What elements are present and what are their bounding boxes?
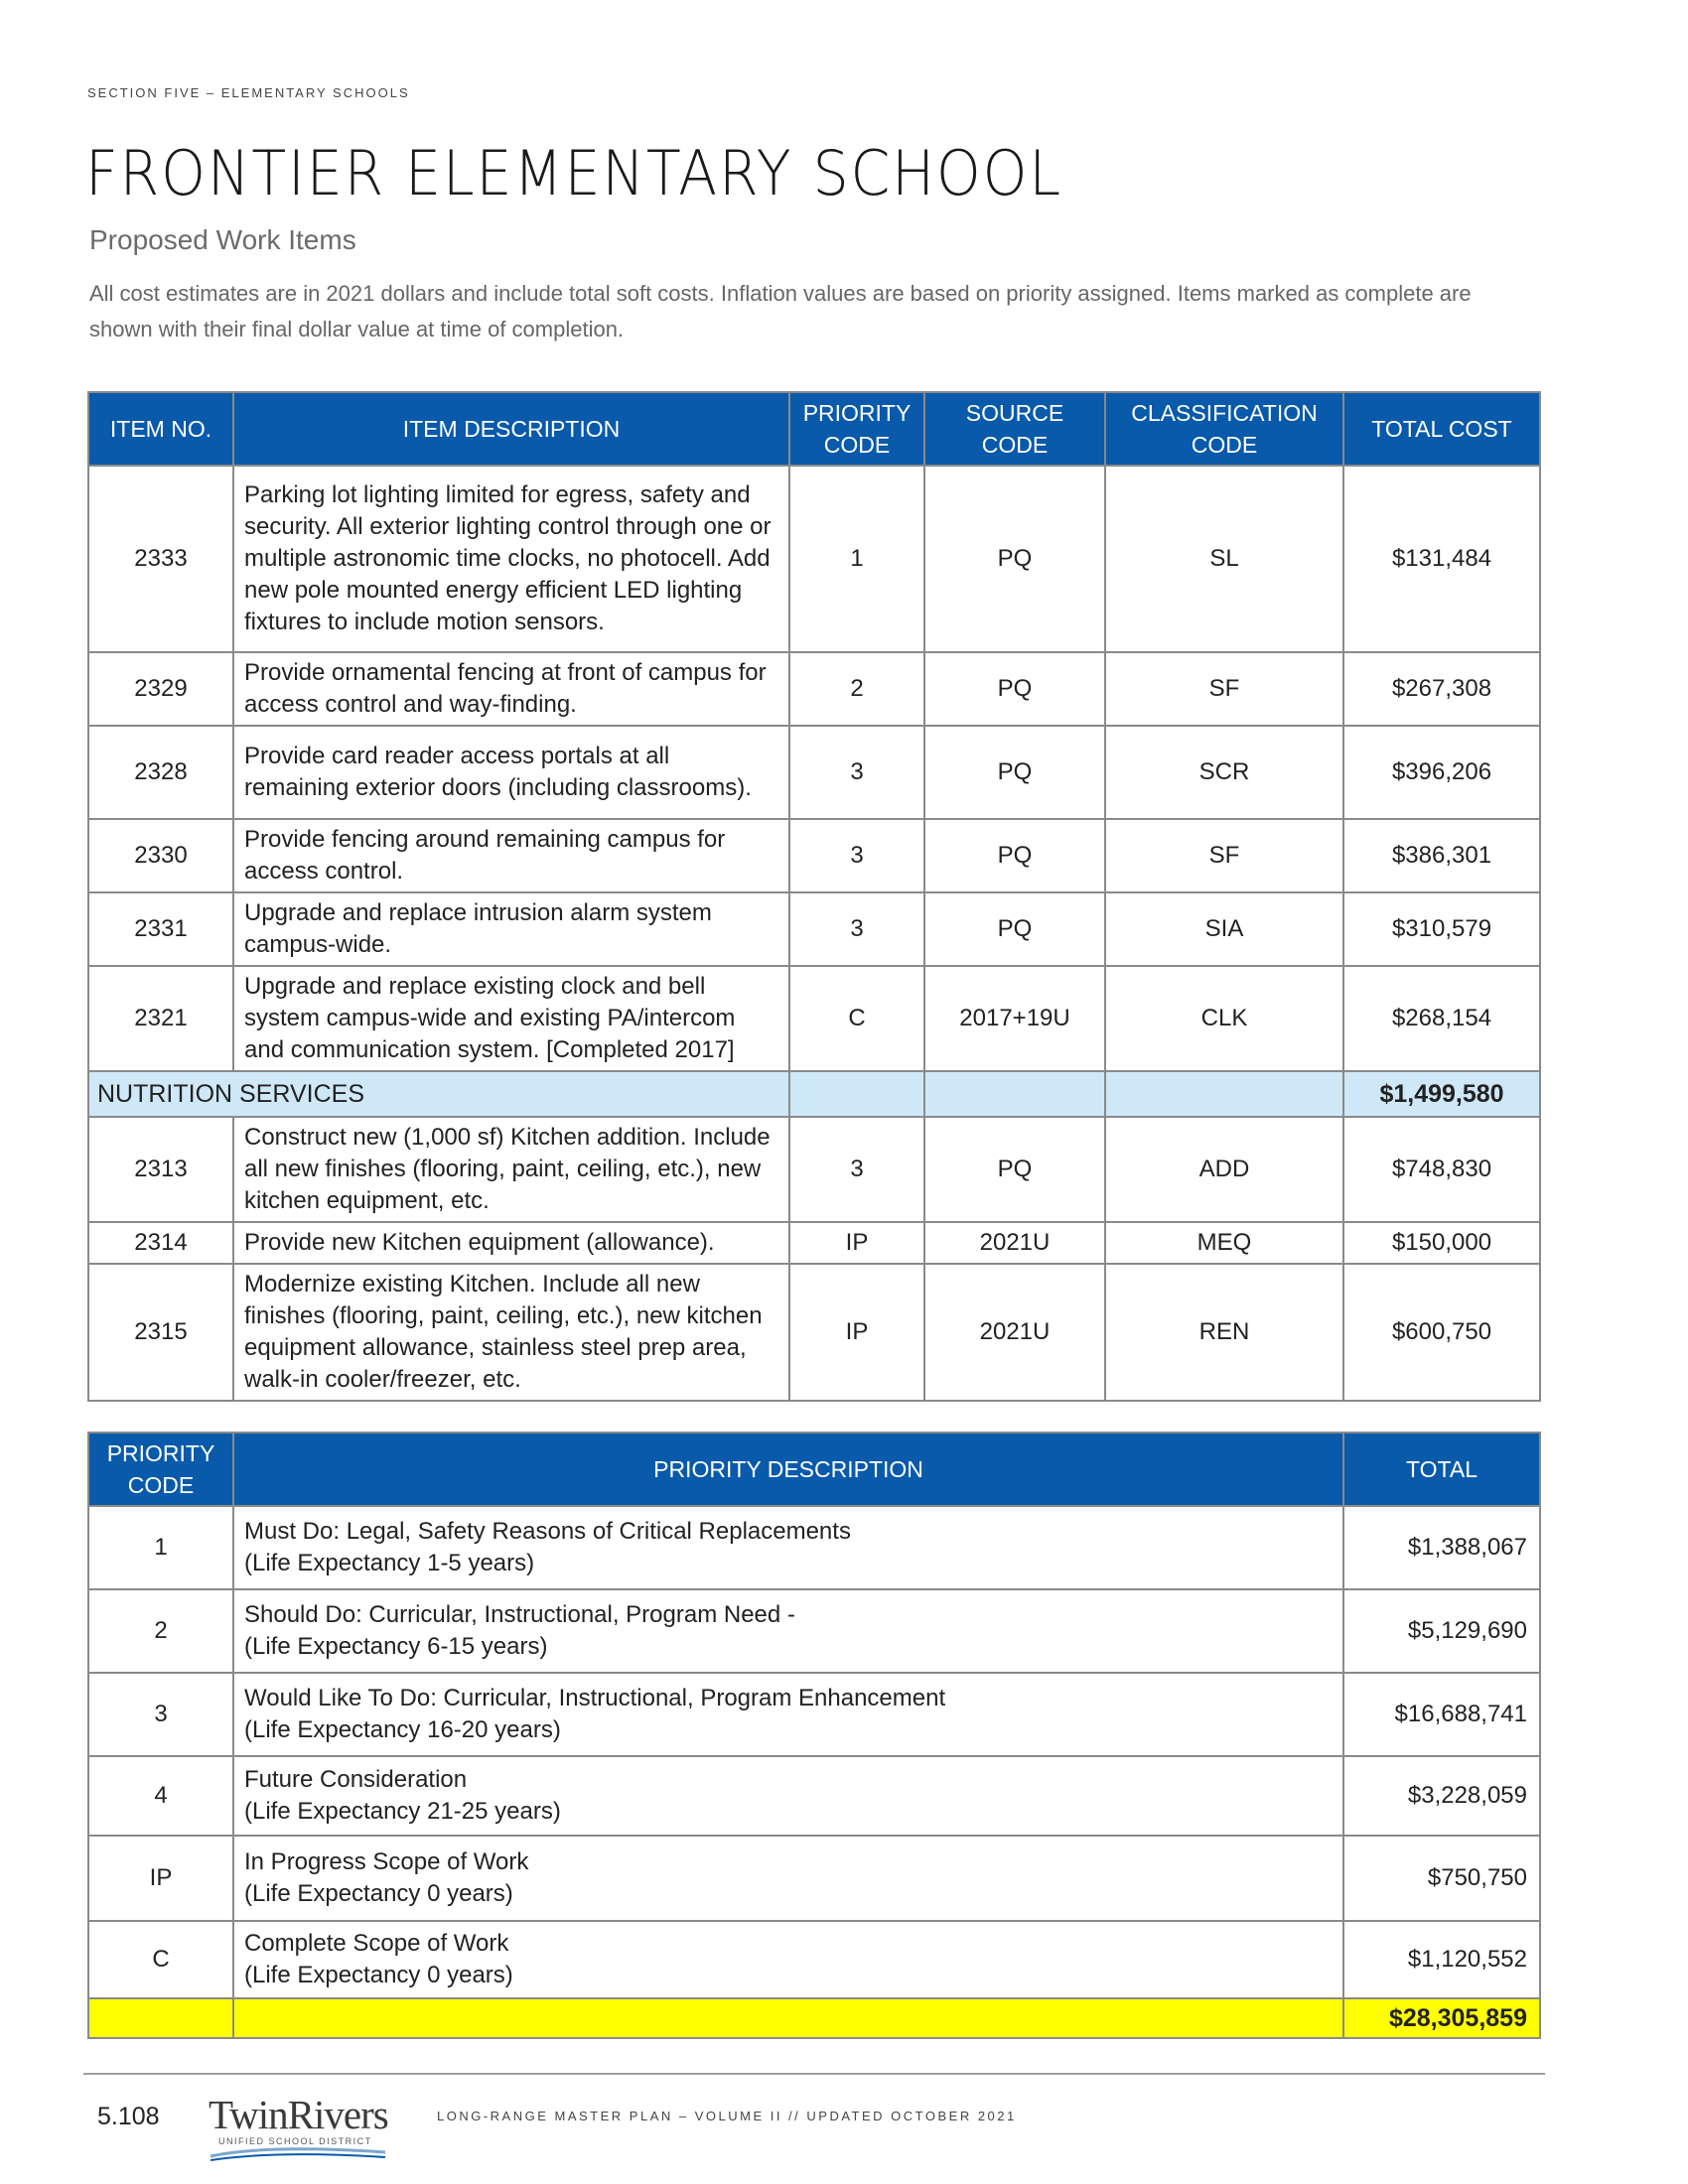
work-items-table: [87, 391, 1541, 1402]
item-number: 2333: [88, 466, 233, 652]
logo-subtitle: UNIFIED SCHOOL DISTRICT: [218, 2136, 372, 2146]
section-empty-cell: [1105, 1071, 1343, 1117]
item-description: Provide card reader access portals at all remaining exterior doors (including classrooms).: [233, 726, 789, 819]
priority-total: $1,120,552: [1343, 1921, 1540, 1998]
section-empty-cell: [924, 1071, 1105, 1117]
table-row: [88, 1673, 1540, 1756]
priority-summary-table: [87, 1432, 1541, 2039]
item-description: Provide fencing around remaining campus for access control.: [233, 819, 789, 892]
table-row: [88, 726, 1540, 819]
table-row: [88, 1756, 1540, 1836]
classification-code: SCR: [1105, 726, 1343, 819]
table-row: [88, 819, 1540, 892]
priority-code: C: [88, 1921, 233, 1998]
item-number: 2328: [88, 726, 233, 819]
item-number: 2329: [88, 652, 233, 726]
table-row: [88, 1589, 1540, 1673]
source-code: 2021U: [924, 1264, 1105, 1401]
item-description: Upgrade and replace intrusion alarm system campus-wide.: [233, 892, 789, 966]
priority-description: [233, 1836, 1343, 1921]
priority-total: $750,750: [1343, 1836, 1540, 1921]
total-cost: $310,579: [1343, 892, 1540, 966]
priority-total: $16,688,741: [1343, 1673, 1540, 1756]
priority-total: $3,228,059: [1343, 1756, 1540, 1836]
source-code: PQ: [924, 819, 1105, 892]
header-priority-description: PRIORITY DESCRIPTION: [233, 1433, 1343, 1506]
table-row: [88, 652, 1540, 726]
priority-title: Future Consideration: [244, 1766, 468, 1793]
source-code: PQ: [924, 1117, 1105, 1222]
priority-code: 3: [88, 1673, 233, 1756]
footer-divider: [83, 2073, 1545, 2075]
table-row: [88, 1506, 1540, 1589]
priority-title: Must Do: Legal, Safety Reasons of Critical Replacements: [244, 1518, 851, 1545]
item-description: Provide ornamental fencing at front of campus for access control and way-finding.: [233, 652, 789, 726]
classification-code: CLK: [1105, 966, 1343, 1071]
total-cost: $268,154: [1343, 966, 1540, 1071]
page-number: 5.108: [97, 2103, 160, 2130]
priority-code: 3: [789, 1117, 924, 1222]
grand-total-row: [88, 1998, 1540, 2038]
item-number: 2313: [88, 1117, 233, 1222]
table-row: [88, 466, 1540, 652]
classification-code: REN: [1105, 1264, 1343, 1401]
header-item-description: ITEM DESCRIPTION: [233, 392, 789, 466]
priority-code: 1: [88, 1506, 233, 1589]
priority-code: IP: [789, 1264, 924, 1401]
grand-total-empty: [88, 1998, 233, 2038]
priority-title: Complete Scope of Work: [244, 1930, 509, 1957]
item-number: 2321: [88, 966, 233, 1071]
priority-code: 3: [789, 892, 924, 966]
section-label-cell: NUTRITION SERVICES: [88, 1071, 789, 1117]
priority-total: $1,388,067: [1343, 1506, 1540, 1589]
priority-title: In Progress Scope of Work: [244, 1848, 529, 1875]
item-description: Upgrade and replace existing clock and bell system campus-wide and existing PA/intercom and communication system. [Completed 2017]: [233, 966, 789, 1071]
section-empty-cell: [789, 1071, 924, 1117]
item-description: Modernize existing Kitchen. Include all new finishes (flooring, paint, ceiling, etc.), new kitchen equipment allowance, stainless steel prep area, walk-in cooler/freezer, etc.: [233, 1264, 789, 1401]
table-row: [88, 966, 1540, 1071]
priority-code: 4: [88, 1756, 233, 1836]
section-label: SECTION FIVE – ELEMENTARY SCHOOLS: [87, 85, 410, 100]
table-row: [88, 1264, 1540, 1401]
priority-description: [233, 1673, 1343, 1756]
item-number: 2314: [88, 1222, 233, 1264]
classification-code: MEQ: [1105, 1222, 1343, 1264]
source-code: 2021U: [924, 1222, 1105, 1264]
priority-code: 1: [789, 466, 924, 652]
life-expectancy: (Life Expectancy 1-5 years): [244, 1550, 535, 1576]
page-subtitle: Proposed Work Items: [89, 224, 356, 255]
priority-code: IP: [88, 1836, 233, 1921]
classification-code: SIA: [1105, 892, 1343, 966]
source-code: PQ: [924, 652, 1105, 726]
logo-wave-icon: [209, 2144, 387, 2162]
classification-code: SF: [1105, 819, 1343, 892]
priority-code: 2: [88, 1589, 233, 1673]
total-cost: $748,830: [1343, 1117, 1540, 1222]
district-logo: [209, 2091, 397, 2160]
total-cost: $600,750: [1343, 1264, 1540, 1401]
item-number: 2315: [88, 1264, 233, 1401]
priority-description: [233, 1506, 1343, 1589]
priority-title: Should Do: Curricular, Instructional, Program Need -: [244, 1601, 795, 1628]
source-code: PQ: [924, 466, 1105, 652]
header-item-no: ITEM NO.: [88, 392, 233, 466]
priority-description: [233, 1589, 1343, 1673]
section-total: $1,499,580: [1343, 1071, 1540, 1117]
life-expectancy: (Life Expectancy 16-20 years): [244, 1716, 561, 1743]
header-classification-code: CLASSIFICATION CODE: [1105, 392, 1343, 466]
priority-total: $5,129,690: [1343, 1589, 1540, 1673]
table-row: [88, 892, 1540, 966]
section-row-nutrition-services: [88, 1071, 1540, 1117]
total-cost: $150,000: [1343, 1222, 1540, 1264]
table-row: [88, 1836, 1540, 1921]
source-code: PQ: [924, 726, 1105, 819]
table-row: [88, 1222, 1540, 1264]
source-code: PQ: [924, 892, 1105, 966]
priority-code: C: [789, 966, 924, 1071]
priority-code: 2: [789, 652, 924, 726]
page-title: FRONTIER ELEMENTARY SCHOOL: [85, 137, 1062, 209]
table-row: [88, 1921, 1540, 1998]
footer-text: LONG-RANGE MASTER PLAN – VOLUME II // UPDATED OCTOBER 2021: [437, 2109, 1017, 2123]
header-source-code: SOURCE CODE: [924, 392, 1105, 466]
total-cost: $386,301: [1343, 819, 1540, 892]
life-expectancy: (Life Expectancy 6-15 years): [244, 1633, 548, 1660]
classification-code: SL: [1105, 466, 1343, 652]
priority-description: [233, 1921, 1343, 1998]
priority-title: Would Like To Do: Curricular, Instructional, Program Enhancement: [244, 1685, 946, 1711]
header-total-cost: TOTAL COST: [1343, 392, 1540, 466]
grand-total-empty: [233, 1998, 1343, 2038]
header-total: TOTAL: [1343, 1433, 1540, 1506]
item-description: Provide new Kitchen equipment (allowance).: [233, 1222, 789, 1264]
priority-code: 3: [789, 819, 924, 892]
priority-code: IP: [789, 1222, 924, 1264]
classification-code: SF: [1105, 652, 1343, 726]
priority-description: [233, 1756, 1343, 1836]
item-description: Construct new (1,000 sf) Kitchen addition. Include all new finishes (flooring, paint, ceiling, etc.), new kitchen equipment, etc.: [233, 1117, 789, 1222]
life-expectancy: (Life Expectancy 21-25 years): [244, 1798, 561, 1825]
item-description: Parking lot lighting limited for egress, safety and security. All exterior lighting control through one or multiple astronomic time clocks, no photocell. Add new pole mounted energy efficient LED lighting fixtures to include motion sensors.: [233, 466, 789, 652]
total-cost: $131,484: [1343, 466, 1540, 652]
source-code: 2017+19U: [924, 966, 1105, 1071]
logo-wordmark: TwinRivers: [209, 2092, 388, 2137]
grand-total: $28,305,859: [1343, 1998, 1540, 2038]
header-priority-code: PRIORITY CODE: [88, 1433, 233, 1506]
priority-code: 3: [789, 726, 924, 819]
life-expectancy: (Life Expectancy 0 years): [244, 1962, 513, 1988]
classification-code: ADD: [1105, 1117, 1343, 1222]
item-number: 2330: [88, 819, 233, 892]
life-expectancy: (Life Expectancy 0 years): [244, 1880, 513, 1907]
header-priority-code: PRIORITY CODE: [789, 392, 924, 466]
total-cost: $396,206: [1343, 726, 1540, 819]
table-row: [88, 1117, 1540, 1222]
total-cost: $267,308: [1343, 652, 1540, 726]
item-number: 2331: [88, 892, 233, 966]
intro-paragraph: All cost estimates are in 2021 dollars and include total soft costs. Inflation values are based on priority assigned. Items marked as complete are shown with their final dollar value at time of completion.: [89, 281, 1472, 341]
